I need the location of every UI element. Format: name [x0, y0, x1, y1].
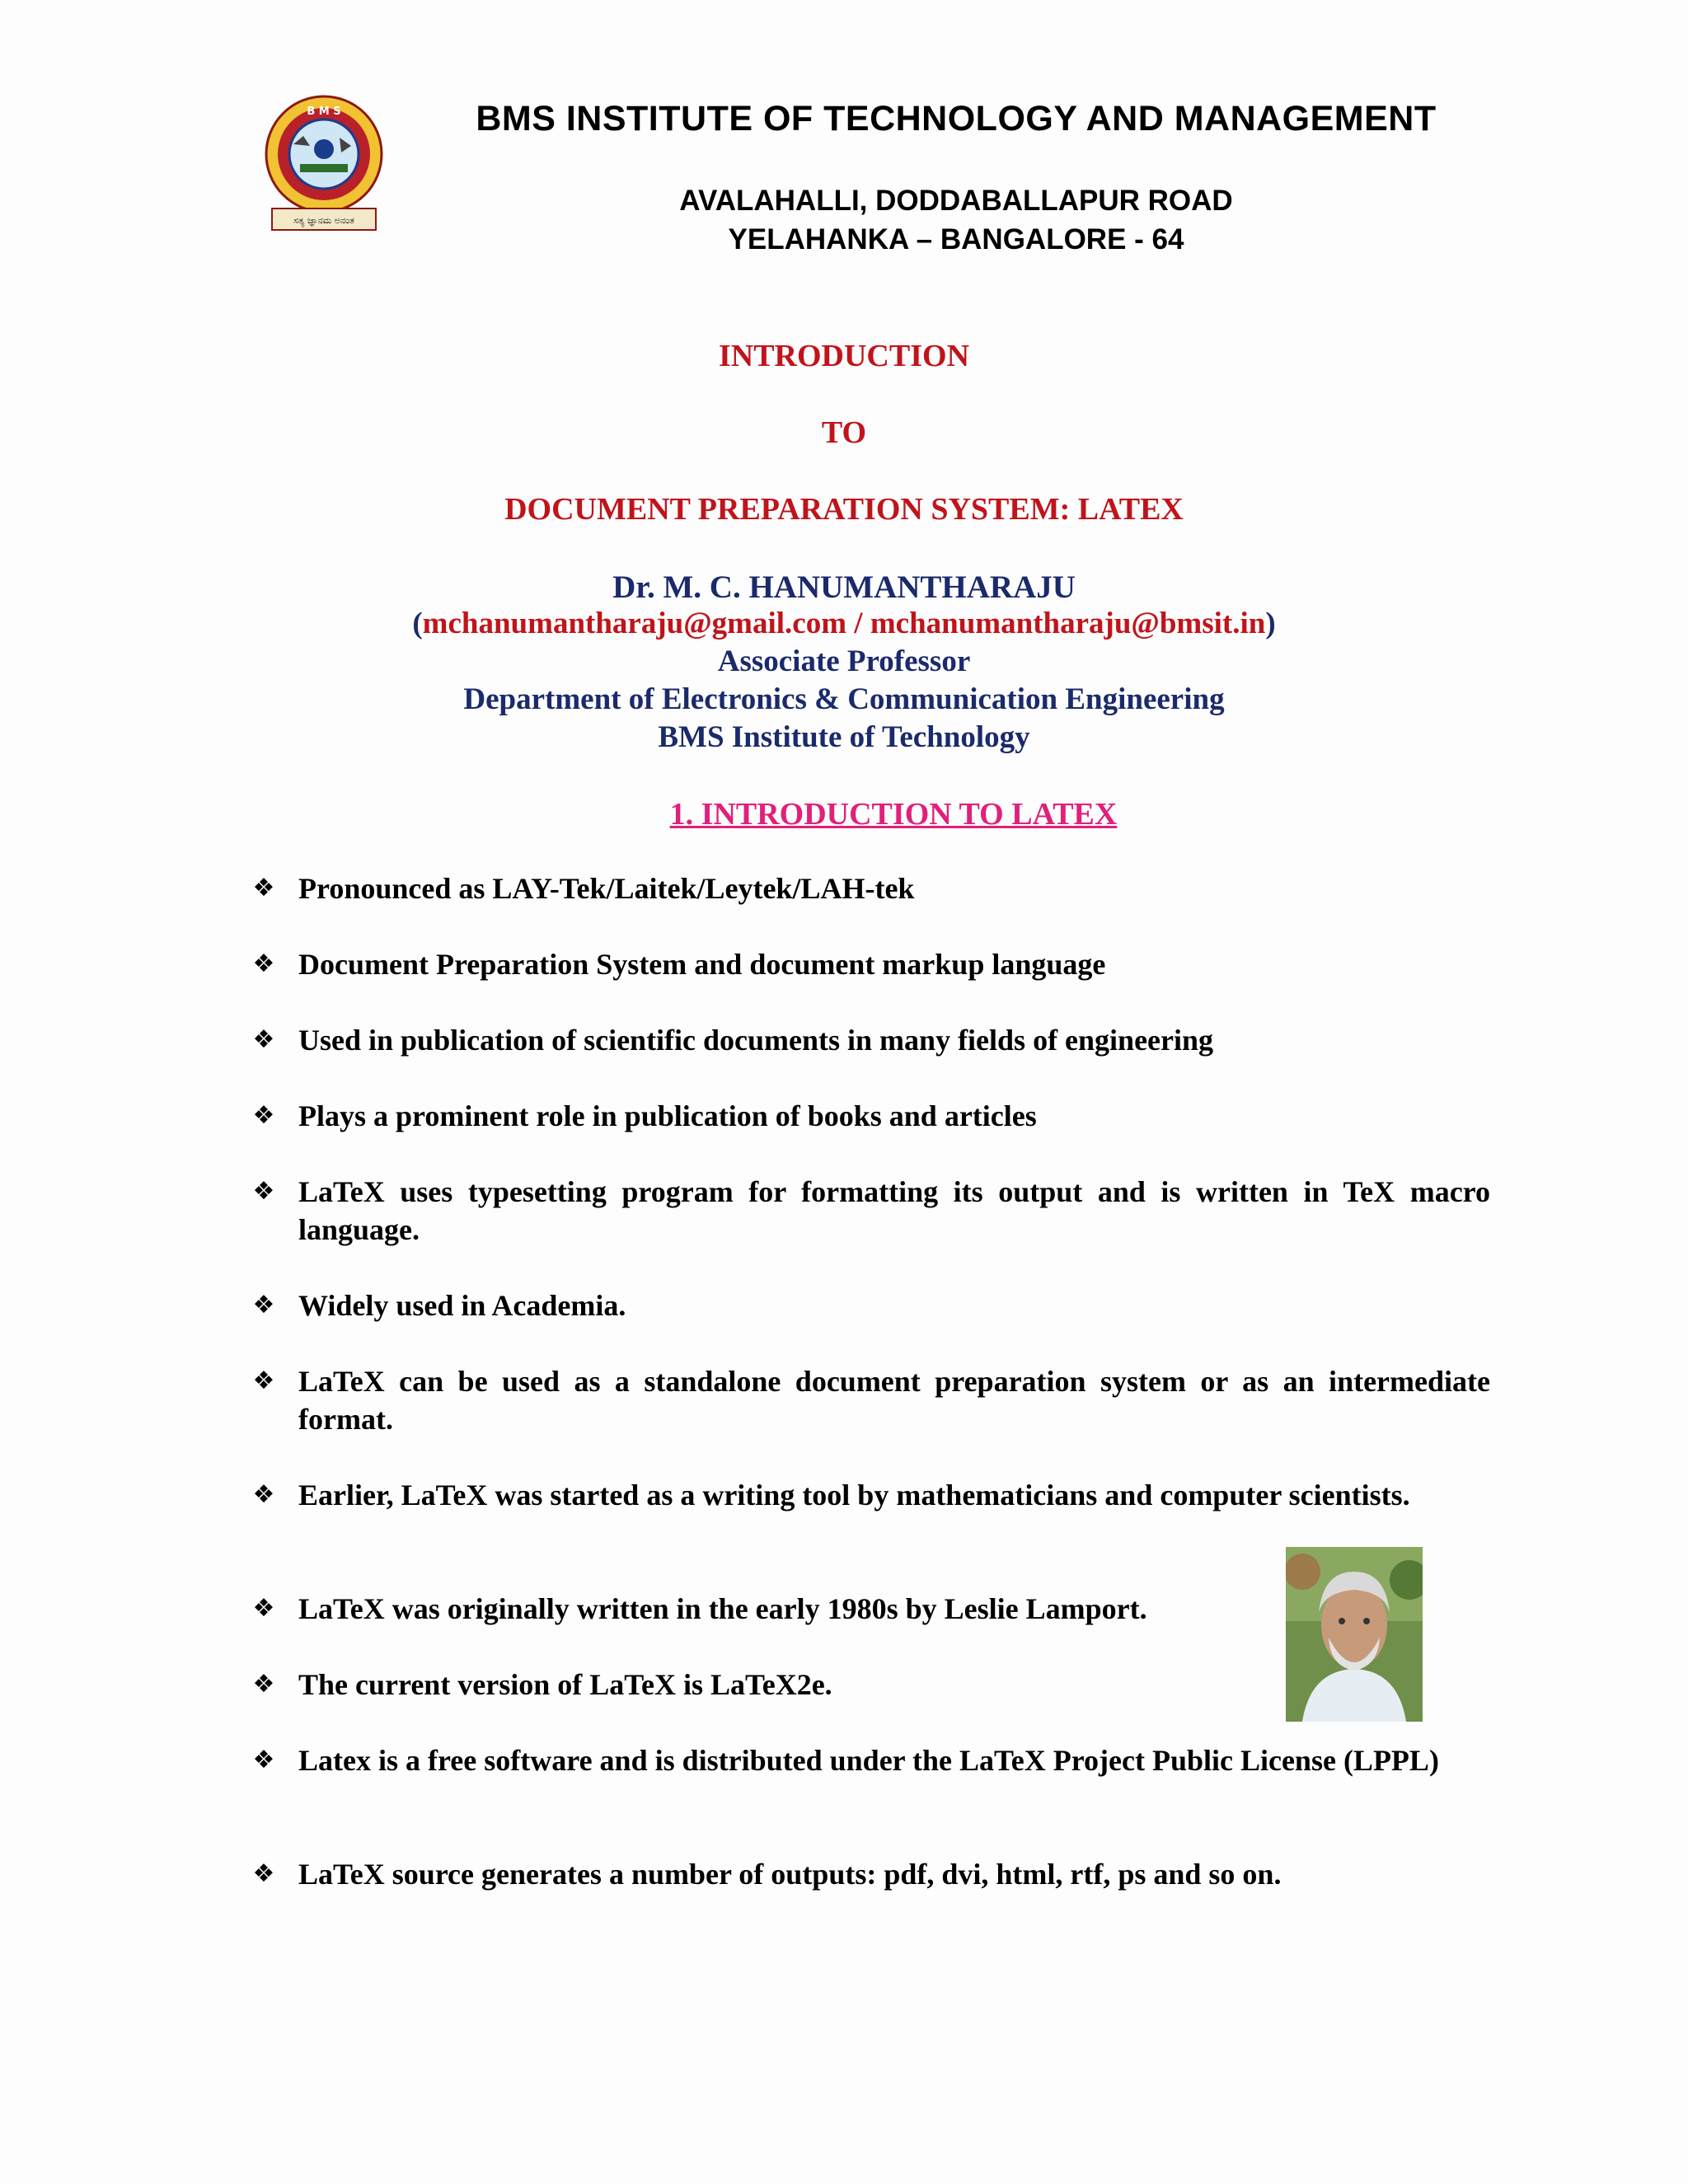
- svg-text:ಸತ್ಯ ಜ್ಞಾನಮ ಅನಂತ: ಸತ್ಯ ಜ್ಞಾನಮ ಅನಂತ: [293, 215, 354, 226]
- author-institution: BMS Institute of Technology: [658, 720, 1030, 754]
- list-item: ❖ Latex is a free software and is distributed under the LaTeX Project Public License (LPPL): [247, 1741, 1490, 1779]
- diamond-bullet-icon: ❖: [252, 1177, 275, 1206]
- email-addresses[interactable]: mchanumantharaju@gmail.com / mchanumantharaju@bmsit.in: [422, 607, 1266, 640]
- institute-logo: [260, 95, 387, 233]
- list-item: ❖ LaTeX was originally written in the early 1980s by Leslie Lamport.: [247, 1590, 1490, 1628]
- list-item: ❖ LaTeX can be used as a standalone document preparation system or as an intermediate format.: [247, 1362, 1490, 1438]
- diamond-bullet-icon: ❖: [252, 1366, 275, 1395]
- author-role: Associate Professor: [717, 644, 971, 678]
- author-department: Department of Electronics & Communication Engineering: [463, 682, 1225, 716]
- diamond-bullet-icon: ❖: [252, 874, 275, 902]
- title-line-1: INTRODUCTION: [718, 339, 970, 373]
- diamond-bullet-icon: ❖: [252, 1291, 275, 1319]
- list-item: ❖ Pronounced as LAY-Tek/Laitek/Leytek/LAH-tek: [247, 869, 1490, 907]
- author-emails: [0, 606, 1688, 641]
- diamond-bullet-icon: ❖: [252, 1859, 275, 1888]
- diamond-bullet-icon: ❖: [252, 1594, 275, 1623]
- address-line-1: AVALAHALLI, DODDABALLAPUR ROAD: [679, 185, 1233, 217]
- list-item: ❖ Used in publication of scientific documents in many fields of engineering: [247, 1021, 1490, 1059]
- author-name: Dr. M. C. HANUMANTHARAJU: [612, 569, 1076, 605]
- list-item: ❖ Widely used in Academia.: [247, 1286, 1490, 1324]
- diamond-bullet-icon: ❖: [252, 1746, 275, 1774]
- diamond-bullet-icon: ❖: [252, 1670, 275, 1699]
- diamond-bullet-icon: ❖: [252, 1480, 275, 1509]
- svg-text:B M S: B M S: [307, 105, 341, 118]
- address-line-2: YELAHANKA – BANGALORE - 64: [728, 223, 1184, 255]
- diamond-bullet-icon: ❖: [252, 1101, 275, 1130]
- title-line-2: TO: [821, 415, 867, 450]
- institute-name: BMS INSTITUTE OF TECHNOLOGY AND MANAGEMENT: [476, 99, 1437, 138]
- list-item: ❖ The current version of LaTeX is LaTeX2e.: [247, 1666, 1490, 1704]
- section-heading: 1. INTRODUCTION TO LATEX: [669, 797, 1118, 832]
- title-line-3: DOCUMENT PREPARATION SYSTEM: LATEX: [504, 492, 1184, 527]
- list-item: ❖ Document Preparation System and document markup language: [247, 945, 1490, 983]
- list-item: ❖ LaTeX source generates a number of outputs: pdf, dvi, html, rtf, ps and so on.: [247, 1855, 1490, 1893]
- diamond-bullet-icon: ❖: [252, 949, 275, 978]
- list-item: ❖ Plays a prominent role in publication of books and articles: [247, 1097, 1490, 1135]
- list-item: ❖ LaTeX uses typesetting program for formatting its output and is written in TeX macro language.: [247, 1173, 1490, 1249]
- list-item: ❖ Earlier, LaTeX was started as a writing tool by mathematicians and computer scientists.: [247, 1476, 1490, 1514]
- email-open-paren: (: [412, 607, 423, 640]
- portrait-photo: [1286, 1547, 1423, 1722]
- email-close-paren: ): [1265, 607, 1276, 640]
- diamond-bullet-icon: ❖: [252, 1025, 275, 1054]
